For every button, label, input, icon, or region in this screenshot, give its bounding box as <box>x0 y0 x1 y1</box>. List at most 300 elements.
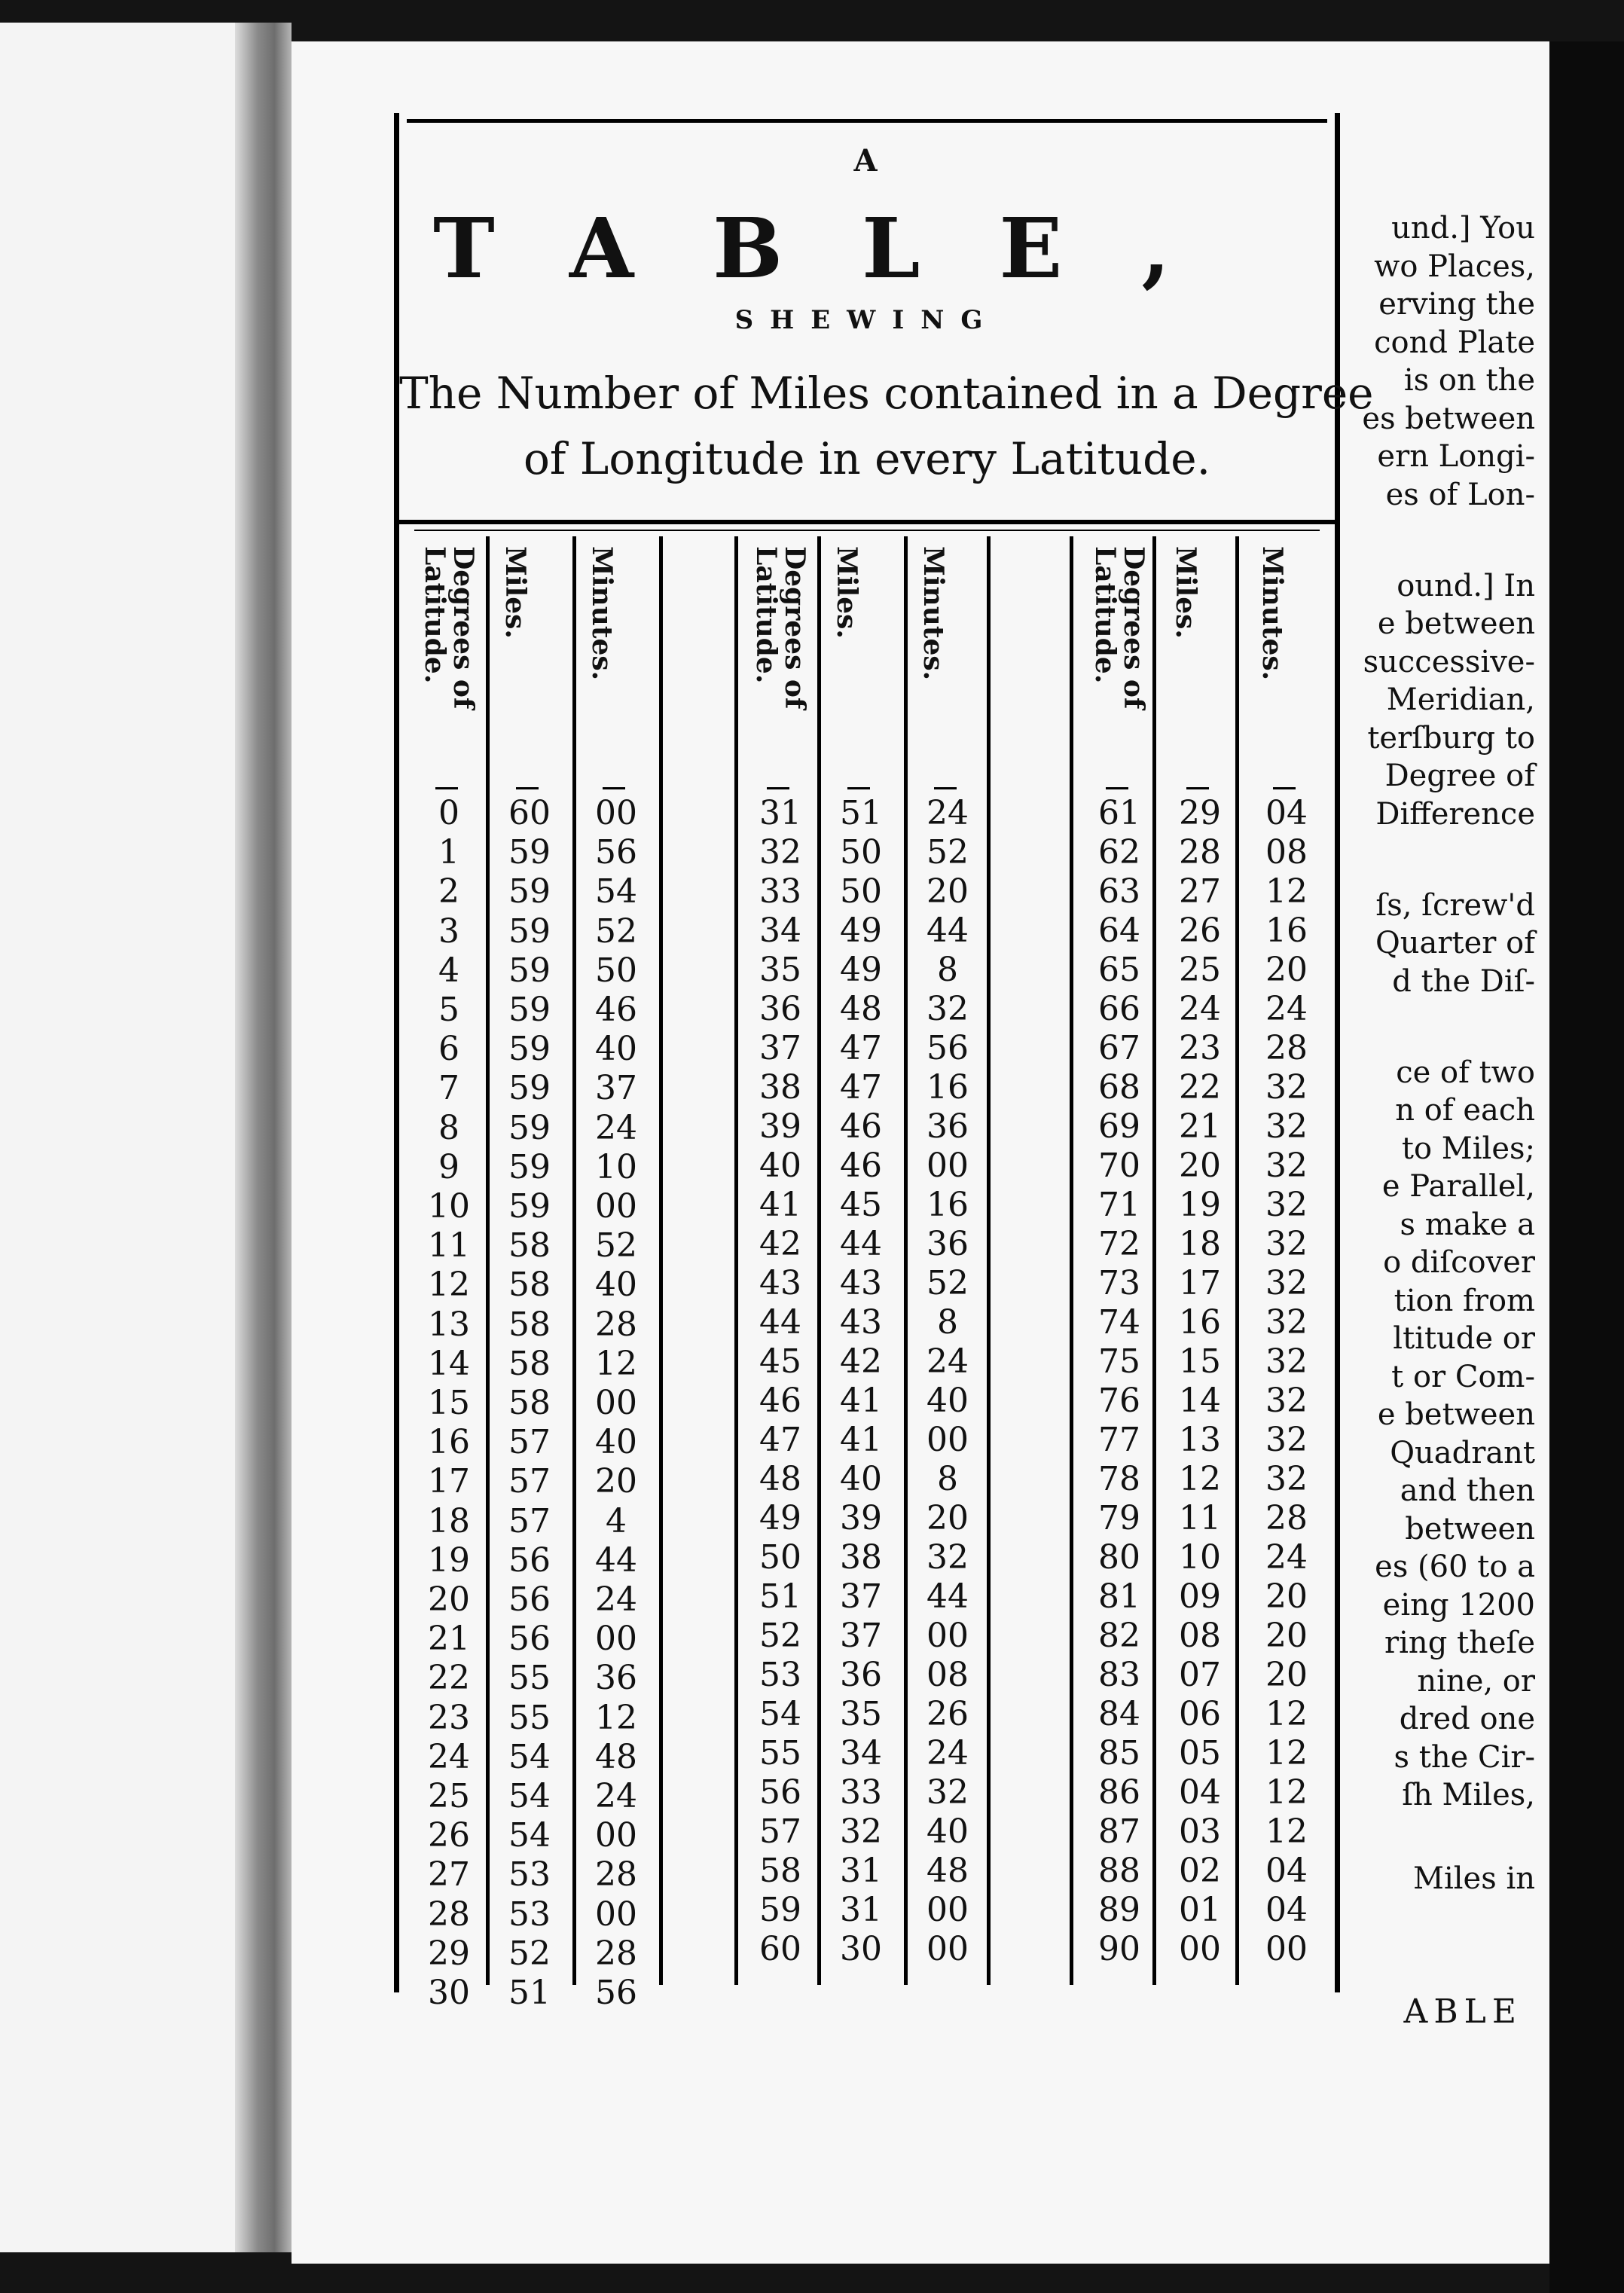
miles-header: Miles. <box>499 546 531 639</box>
miles-cell: 51 <box>840 794 882 832</box>
latitude-degree-cell: 52 <box>759 1617 801 1655</box>
latitude-degree-cell: 46 <box>759 1382 801 1420</box>
miles-cell: 16 <box>1179 1303 1221 1342</box>
left-page-line: ſs, ſcrew'd <box>1375 887 1535 923</box>
miles-cell: 01 <box>1179 1891 1221 1929</box>
miles-cell: 59 <box>508 833 551 872</box>
minutes-cell: 52 <box>595 1226 637 1266</box>
minutes-cell: 10 <box>595 1147 637 1186</box>
minutes-cell: 08 <box>1265 833 1308 872</box>
miles-cell: 44 <box>840 1225 882 1263</box>
latitude-degree-cell: 76 <box>1098 1382 1140 1420</box>
miles-cell: 57 <box>508 1423 551 1462</box>
minutes-cell: 56 <box>926 1029 969 1067</box>
minutes-cell: 24 <box>926 794 969 832</box>
miles-cell: 11 <box>1179 1499 1221 1537</box>
minutes-cell: 32 <box>1265 1460 1308 1498</box>
latitude-degree-cell: 41 <box>759 1186 801 1224</box>
latitude-degree-cell: 47 <box>759 1421 801 1459</box>
minutes-cell: 28 <box>595 1934 637 1973</box>
header-rule-thin <box>414 530 1320 531</box>
latitude-degree-cell: 31 <box>759 794 801 832</box>
left-page-line: to Miles; <box>1401 1131 1535 1166</box>
minutes-cell: 48 <box>595 1737 637 1776</box>
left-page-line: is on the <box>1403 363 1535 398</box>
miles-cell: 49 <box>840 951 882 989</box>
latitude-degree-cell: 50 <box>759 1538 801 1577</box>
left-page-line: ltitude or <box>1393 1321 1535 1356</box>
latitude-degree-cell: 90 <box>1098 1930 1140 1968</box>
minutes-cell: 20 <box>1265 951 1308 989</box>
miles-cell: 21 <box>1179 1107 1221 1146</box>
minutes-cell: 00 <box>595 794 637 832</box>
latitude-degree-cell: 42 <box>759 1225 801 1263</box>
minutes-cell: 32 <box>1265 1107 1308 1146</box>
latitude-degree-cell: 58 <box>759 1852 801 1890</box>
minutes-cell: 28 <box>1265 1499 1308 1537</box>
latitude-degree-cell: 63 <box>1098 872 1140 911</box>
miles-cell: 34 <box>840 1734 882 1772</box>
miles-cell: 27 <box>1179 872 1221 911</box>
minutes-header: Minutes. <box>917 546 949 681</box>
latitude-degree-cell: 26 <box>428 1816 470 1855</box>
miles-cell: 14 <box>1179 1382 1221 1420</box>
left-page-line: successive- <box>1363 644 1535 679</box>
latitude-degree-cell: 18 <box>428 1501 470 1540</box>
latitude-degree-cell: 29 <box>428 1934 470 1973</box>
miles-cell: 41 <box>840 1421 882 1459</box>
latitude-degree-cell: 27 <box>428 1855 470 1895</box>
latitude-degree-cell: 72 <box>1098 1225 1140 1263</box>
latitude-degree-cell: 88 <box>1098 1852 1140 1890</box>
minutes-cell: 40 <box>595 1423 637 1462</box>
miles-cell: 59 <box>508 1147 551 1186</box>
minutes-cell: 40 <box>595 1030 637 1069</box>
header-tick <box>435 787 458 789</box>
left-page-line: s the Cir- <box>1394 1739 1535 1775</box>
miles-cell: 42 <box>840 1342 882 1381</box>
left-page-line: s make a <box>1400 1207 1535 1242</box>
miles-cell: 02 <box>1179 1852 1221 1890</box>
column-rule <box>1152 536 1156 1985</box>
miles-cell: 05 <box>1179 1734 1221 1772</box>
page-edge <box>1549 41 1624 2293</box>
minutes-cell: 32 <box>1265 1421 1308 1459</box>
miles-cell: 52 <box>508 1934 551 1973</box>
minutes-cell: 32 <box>926 1773 969 1812</box>
miles-cell: 59 <box>508 911 551 951</box>
miles-cell: 58 <box>508 1226 551 1266</box>
column-rule <box>486 536 490 1985</box>
latitude-degree-cell: 59 <box>759 1891 801 1929</box>
minutes-cell: 46 <box>595 991 637 1029</box>
latitude-degree-cell: 4 <box>438 951 459 990</box>
minutes-cell: 32 <box>926 1538 969 1577</box>
minutes-cell: 16 <box>1265 911 1308 950</box>
miles-cell: 03 <box>1179 1812 1221 1851</box>
latitude-degree-cell: 69 <box>1098 1107 1140 1146</box>
miles-cell: 18 <box>1179 1225 1221 1263</box>
latitude-degree-cell: 35 <box>759 951 801 989</box>
left-page-line: nine, or <box>1417 1663 1535 1699</box>
minutes-cell: 16 <box>926 1068 969 1107</box>
minutes-cell: 44 <box>926 911 969 950</box>
left-page-line: ring theſe <box>1384 1626 1535 1660</box>
latitude-degree-cell: 61 <box>1098 794 1140 832</box>
latitude-degree-cell: 3 <box>438 911 459 951</box>
minutes-cell: 32 <box>1265 1186 1308 1224</box>
latitude-degree-cell: 16 <box>428 1423 470 1462</box>
latitude-degree-cell: 80 <box>1098 1538 1140 1577</box>
minutes-cell: 54 <box>595 872 637 911</box>
latitude-degree-cell: 30 <box>428 1974 470 2012</box>
miles-cell: 25 <box>1179 951 1221 989</box>
latitude-degree-cell: 81 <box>1098 1577 1140 1616</box>
top-rule <box>407 119 1327 123</box>
latitude-degree-cell: 0 <box>438 794 459 832</box>
minutes-cell: 32 <box>1265 1068 1308 1107</box>
miles-cell: 54 <box>508 1816 551 1855</box>
latitude-degree-cell: 85 <box>1098 1734 1140 1772</box>
latitude-degree-cell: 36 <box>759 990 801 1028</box>
minutes-cell: 32 <box>1265 1225 1308 1263</box>
latitude-degree-cell: 20 <box>428 1580 470 1619</box>
left-page-line: ce of two <box>1396 1055 1535 1090</box>
minutes-cell: 12 <box>1265 1695 1308 1733</box>
degrees-of-latitude-header: Degrees of Latitude. <box>419 546 479 710</box>
latitude-degree-cell: 2 <box>438 872 459 911</box>
miles-cell: 43 <box>840 1303 882 1342</box>
header-tick <box>934 787 957 789</box>
minutes-cell: 28 <box>1265 1029 1308 1067</box>
latitude-degree-cell: 71 <box>1098 1186 1140 1224</box>
miles-cell: 54 <box>508 1737 551 1776</box>
miles-cell: 48 <box>840 990 882 1028</box>
column-rule <box>572 536 576 1985</box>
latitude-degree-cell: 53 <box>759 1656 801 1694</box>
minutes-cell: 8 <box>937 1303 958 1342</box>
header-tick <box>847 787 870 789</box>
minutes-cell: 04 <box>1265 794 1308 832</box>
minutes-cell: 12 <box>595 1344 637 1383</box>
minutes-cell: 8 <box>937 1460 958 1498</box>
latitude-degree-cell: 51 <box>759 1577 801 1616</box>
left-page-line: es of Lon- <box>1385 477 1535 512</box>
minutes-cell: 52 <box>926 1264 969 1302</box>
miles-cell: 04 <box>1179 1773 1221 1812</box>
miles-cell: 56 <box>508 1620 551 1659</box>
column-rule <box>659 536 663 1985</box>
minutes-cell: 56 <box>595 833 637 872</box>
minutes-cell: 32 <box>1265 1146 1308 1185</box>
left-page-line: eing 1200 <box>1382 1587 1535 1623</box>
latitude-degree-cell: 9 <box>438 1147 459 1186</box>
miles-cell: 06 <box>1179 1695 1221 1733</box>
latitude-degree-cell: 74 <box>1098 1303 1140 1342</box>
latitude-degree-cell: 44 <box>759 1303 801 1342</box>
minutes-cell: 24 <box>595 1777 637 1815</box>
miles-cell: 41 <box>840 1382 882 1420</box>
miles-cell: 60 <box>508 794 551 832</box>
latitude-degree-cell: 49 <box>759 1499 801 1537</box>
left-page-line: es (60 to a <box>1375 1550 1535 1584</box>
miles-cell: 28 <box>1179 833 1221 872</box>
minutes-cell: 00 <box>926 1617 969 1655</box>
latitude-degree-cell: 25 <box>428 1777 470 1815</box>
latitude-degree-cell: 33 <box>759 872 801 911</box>
minutes-cell: 32 <box>1265 1264 1308 1302</box>
latitude-degree-cell: 28 <box>428 1895 470 1934</box>
minutes-cell: 36 <box>595 1659 637 1698</box>
degrees-of-latitude-header: Degrees of Latitude. <box>750 546 810 710</box>
header-rule <box>399 520 1335 524</box>
table-a: A <box>853 143 881 179</box>
latitude-degree-cell: 70 <box>1098 1146 1140 1185</box>
miles-cell: 20 <box>1179 1146 1221 1185</box>
minutes-cell: 48 <box>926 1852 969 1890</box>
minutes-cell: 4 <box>606 1501 627 1540</box>
latitude-degree-cell: 54 <box>759 1695 801 1733</box>
minutes-cell: 37 <box>595 1069 637 1108</box>
latitude-degree-cell: 22 <box>428 1659 470 1698</box>
minutes-cell: 56 <box>595 1974 637 2012</box>
minutes-cell: 32 <box>1265 1303 1308 1342</box>
latitude-degree-cell: 39 <box>759 1107 801 1146</box>
minutes-cell: 04 <box>1265 1852 1308 1890</box>
minutes-cell: 32 <box>926 990 969 1028</box>
latitude-degree-cell: 21 <box>428 1620 470 1659</box>
latitude-degree-cell: 67 <box>1098 1029 1140 1067</box>
miles-cell: 35 <box>840 1695 882 1733</box>
header-tick <box>1106 787 1128 789</box>
miles-cell: 15 <box>1179 1342 1221 1381</box>
miles-cell: 47 <box>840 1068 882 1107</box>
left-page-line: o diſcover <box>1383 1245 1535 1280</box>
left-page-line: erving the <box>1378 287 1535 322</box>
shewing-label: SHEWING <box>734 305 1000 335</box>
miles-cell: 55 <box>508 1659 551 1698</box>
left-page-footer: ABLE <box>1403 1992 1522 2031</box>
latitude-degree-cell: 8 <box>438 1108 459 1147</box>
latitude-degree-cell: 32 <box>759 833 801 872</box>
miles-cell: 37 <box>840 1577 882 1616</box>
left-page-line: Degree of <box>1384 759 1535 793</box>
minutes-cell: 26 <box>926 1695 969 1733</box>
minutes-cell: 12 <box>595 1698 637 1737</box>
left-page-line: es between <box>1362 401 1535 436</box>
column-rule <box>1070 536 1073 1985</box>
miles-cell: 40 <box>840 1460 882 1498</box>
miles-cell: 38 <box>840 1538 882 1577</box>
latitude-degree-cell: 65 <box>1098 951 1140 989</box>
latitude-degree-cell: 24 <box>428 1737 470 1776</box>
left-page-line: Quadrant <box>1390 1435 1535 1470</box>
minutes-cell: 50 <box>595 951 637 990</box>
left-page-line: wo Places, <box>1374 249 1535 284</box>
latitude-degree-cell: 68 <box>1098 1068 1140 1107</box>
miles-cell: 57 <box>508 1501 551 1540</box>
minutes-cell: 08 <box>926 1656 969 1694</box>
minutes-cell: 00 <box>1265 1930 1308 1968</box>
latitude-degree-cell: 23 <box>428 1698 470 1737</box>
left-page-line: tion from <box>1394 1283 1535 1318</box>
miles-cell: 57 <box>508 1462 551 1501</box>
latitude-degree-cell: 12 <box>428 1266 470 1305</box>
latitude-degree-cell: 38 <box>759 1068 801 1107</box>
minutes-cell: 00 <box>926 1891 969 1929</box>
miles-cell: 54 <box>508 1777 551 1815</box>
latitude-degree-cell: 11 <box>428 1226 470 1266</box>
minutes-cell: 20 <box>595 1462 637 1501</box>
minutes-cell: 00 <box>926 1930 969 1968</box>
miles-cell: 31 <box>840 1891 882 1929</box>
miles-cell: 49 <box>840 911 882 950</box>
left-page-line: terſburg to <box>1367 720 1535 756</box>
latitude-degree-cell: 73 <box>1098 1264 1140 1302</box>
latitude-degree-cell: 48 <box>759 1460 801 1498</box>
latitude-degree-cell: 57 <box>759 1812 801 1851</box>
latitude-degree-cell: 66 <box>1098 990 1140 1028</box>
minutes-cell: 00 <box>595 1620 637 1659</box>
minutes-cell: 28 <box>595 1855 637 1895</box>
latitude-degree-cell: 14 <box>428 1344 470 1383</box>
minutes-cell: 40 <box>595 1266 637 1305</box>
header-tick <box>603 787 625 789</box>
table-title-line-1: The Number of Miles contained in a Degree <box>399 368 1374 419</box>
miles-cell: 09 <box>1179 1577 1221 1616</box>
minutes-header: Minutes. <box>1256 546 1288 681</box>
latitude-degree-cell: 55 <box>759 1734 801 1772</box>
latitude-degree-cell: 17 <box>428 1462 470 1501</box>
miles-cell: 50 <box>840 833 882 872</box>
minutes-cell: 24 <box>595 1108 637 1147</box>
miles-cell: 59 <box>508 1030 551 1069</box>
miles-cell: 39 <box>840 1499 882 1537</box>
left-page <box>0 23 235 2252</box>
minutes-cell: 04 <box>1265 1891 1308 1929</box>
left-page-line: und.] You <box>1391 211 1535 246</box>
left-page-line: t or Com- <box>1391 1359 1535 1394</box>
minutes-cell: 24 <box>1265 990 1308 1028</box>
minutes-cell: 20 <box>926 1499 969 1537</box>
latitude-degree-cell: 89 <box>1098 1891 1140 1929</box>
latitude-degree-cell: 87 <box>1098 1812 1140 1851</box>
left-page-line: between <box>1405 1511 1535 1546</box>
minutes-cell: 8 <box>937 951 958 989</box>
minutes-cell: 32 <box>1265 1342 1308 1381</box>
miles-cell: 23 <box>1179 1029 1221 1067</box>
left-page-line: e Parallel, <box>1381 1169 1535 1204</box>
miles-cell: 07 <box>1179 1656 1221 1694</box>
miles-cell: 08 <box>1179 1617 1221 1655</box>
minutes-cell: 40 <box>926 1382 969 1420</box>
minutes-cell: 32 <box>1265 1382 1308 1420</box>
latitude-degree-cell: 37 <box>759 1029 801 1067</box>
miles-cell: 43 <box>840 1264 882 1302</box>
minutes-cell: 12 <box>1265 872 1308 911</box>
left-page-line: n of each <box>1395 1093 1535 1128</box>
table-title-line-2: of Longitude in every Latitude. <box>523 433 1211 484</box>
left-page-line: Difference <box>1375 796 1535 832</box>
latitude-degree-cell: 64 <box>1098 911 1140 950</box>
miles-header: Miles. <box>1170 546 1201 639</box>
miles-cell: 47 <box>840 1029 882 1067</box>
column-rule <box>1235 536 1239 1985</box>
minutes-cell: 12 <box>1265 1734 1308 1772</box>
latitude-degree-cell: 86 <box>1098 1773 1140 1812</box>
latitude-degree-cell: 56 <box>759 1773 801 1812</box>
minutes-cell: 16 <box>926 1186 969 1224</box>
minutes-cell: 20 <box>1265 1577 1308 1616</box>
left-page-line: cond Plate <box>1374 325 1535 360</box>
latitude-degree-cell: 13 <box>428 1305 470 1344</box>
latitude-degree-cell: 15 <box>428 1384 470 1422</box>
latitude-degree-cell: 77 <box>1098 1421 1140 1459</box>
latitude-degree-cell: 1 <box>438 833 459 872</box>
miles-cell: 53 <box>508 1855 551 1895</box>
miles-cell: 29 <box>1179 794 1221 832</box>
minutes-cell: 24 <box>926 1342 969 1381</box>
miles-cell: 12 <box>1179 1460 1221 1498</box>
miles-cell: 56 <box>508 1540 551 1580</box>
miles-cell: 00 <box>1179 1930 1221 1968</box>
minutes-cell: 20 <box>926 872 969 911</box>
miles-cell: 36 <box>840 1656 882 1694</box>
minutes-cell: 00 <box>926 1421 969 1459</box>
latitude-degree-cell: 7 <box>438 1069 459 1108</box>
miles-cell: 50 <box>840 872 882 911</box>
latitude-degree-cell: 83 <box>1098 1656 1140 1694</box>
left-page-line: d the Diſ- <box>1392 963 1535 999</box>
miles-cell: 59 <box>508 951 551 990</box>
left-page-line: Meridian, <box>1386 682 1535 717</box>
table-word: TABLE, <box>433 200 1250 297</box>
miles-cell: 26 <box>1179 911 1221 950</box>
minutes-cell: 12 <box>1265 1773 1308 1812</box>
minutes-cell: 36 <box>926 1107 969 1146</box>
miles-cell: 59 <box>508 872 551 911</box>
minutes-cell: 00 <box>595 1384 637 1422</box>
miles-cell: 59 <box>508 991 551 1029</box>
minutes-cell: 36 <box>926 1225 969 1263</box>
left-page-line: ound.] In <box>1397 568 1535 603</box>
miles-cell: 59 <box>508 1187 551 1226</box>
miles-cell: 58 <box>508 1305 551 1344</box>
latitude-degree-cell: 45 <box>759 1342 801 1381</box>
latitude-degree-cell: 6 <box>438 1030 459 1069</box>
left-page-line: e between <box>1377 606 1535 641</box>
miles-cell: 13 <box>1179 1421 1221 1459</box>
miles-cell: 46 <box>840 1146 882 1185</box>
miles-cell: 37 <box>840 1617 882 1655</box>
left-page-line: ern Longi- <box>1377 439 1535 474</box>
left-page-line: e between <box>1377 1397 1535 1432</box>
miles-cell: 33 <box>840 1773 882 1812</box>
miles-cell: 58 <box>508 1266 551 1305</box>
miles-cell: 19 <box>1179 1186 1221 1224</box>
left-page-line: Quarter of <box>1375 926 1535 960</box>
minutes-cell: 00 <box>926 1146 969 1185</box>
latitude-degree-cell: 82 <box>1098 1617 1140 1655</box>
minutes-header: Minutes. <box>586 546 618 681</box>
minutes-cell: 00 <box>595 1895 637 1934</box>
degrees-of-latitude-header: Degrees of Latitude. <box>1089 546 1149 710</box>
latitude-degree-cell: 60 <box>759 1930 801 1968</box>
minutes-cell: 52 <box>926 833 969 872</box>
column-rule <box>904 536 908 1985</box>
miles-header: Miles. <box>831 546 862 639</box>
miles-cell: 59 <box>508 1108 551 1147</box>
